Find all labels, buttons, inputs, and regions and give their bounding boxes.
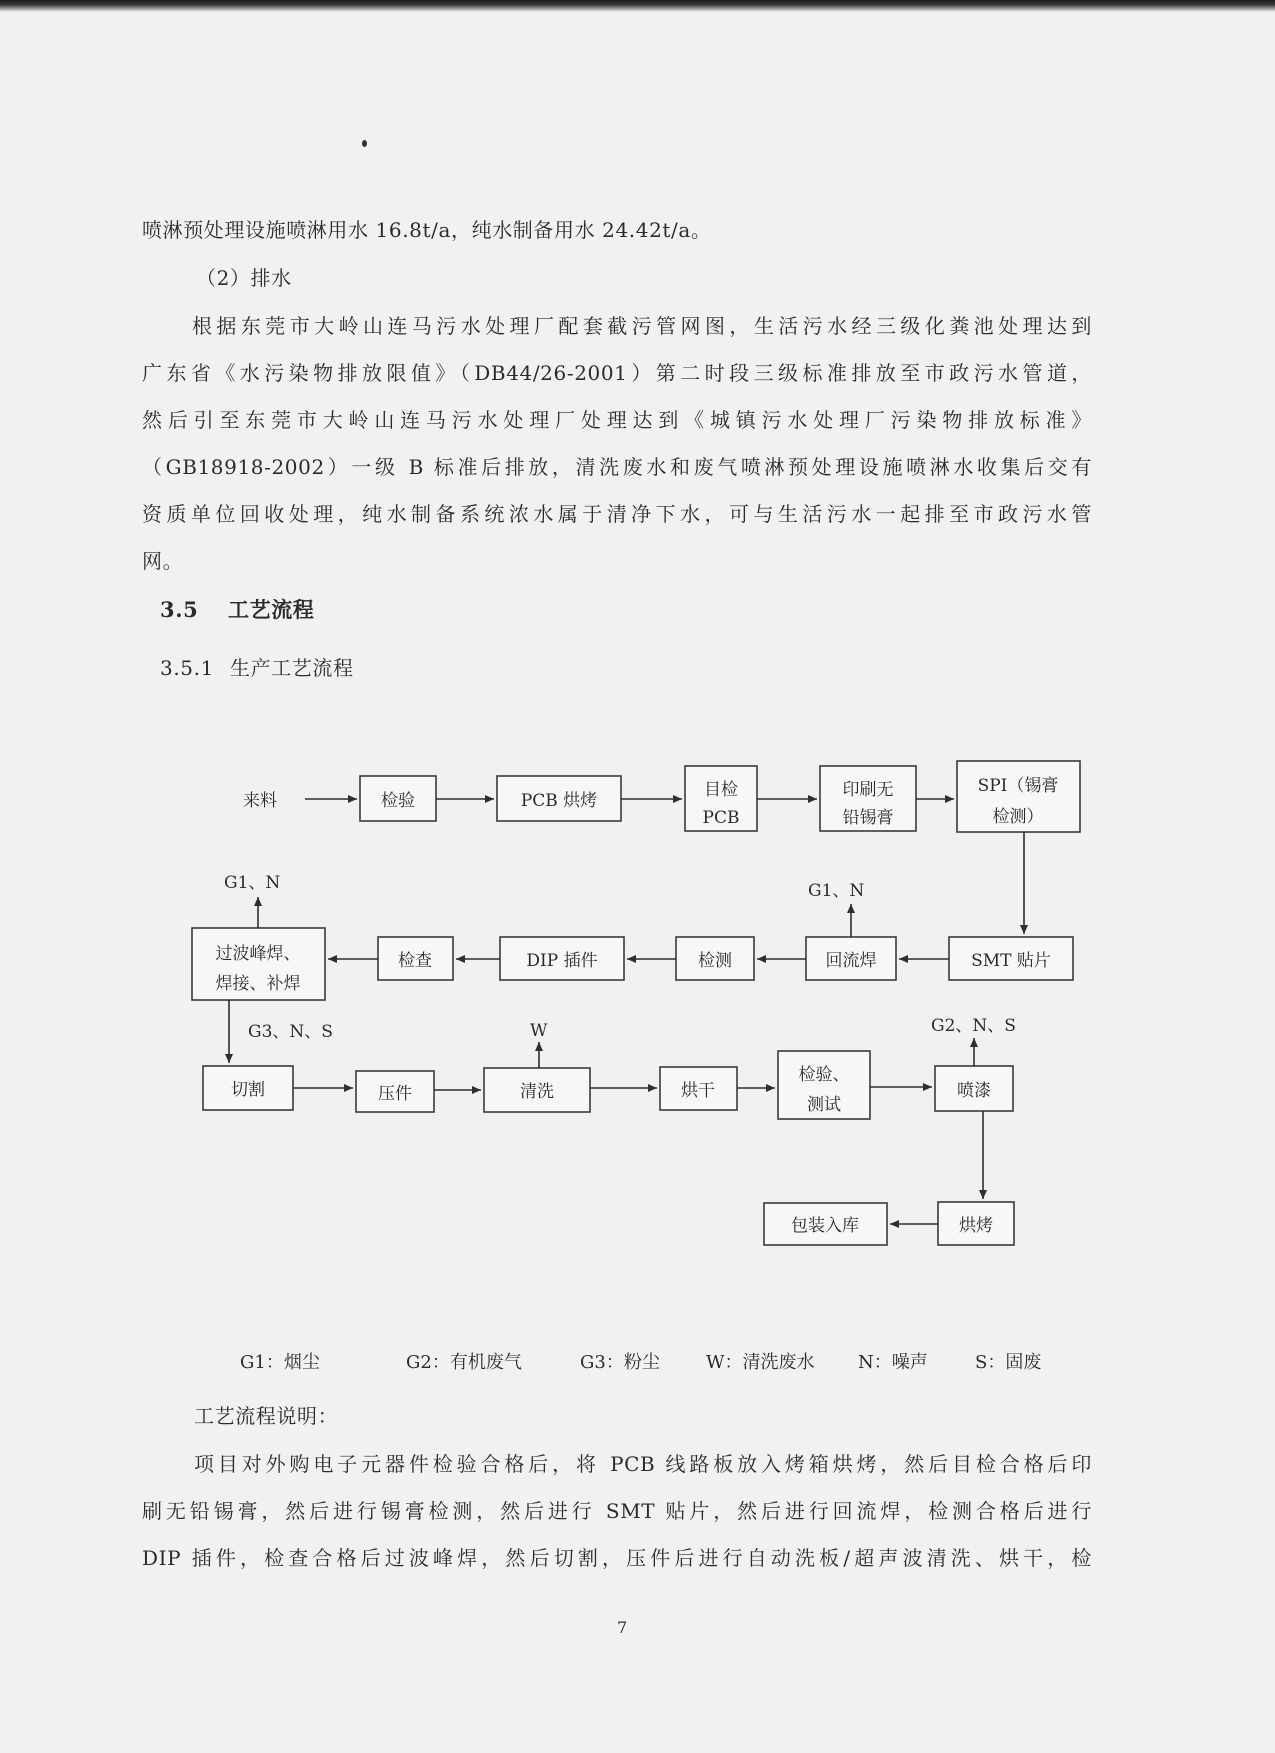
legend-item: S：固废 <box>975 1352 1042 1373</box>
step-baking <box>938 1202 1014 1245</box>
legend-item: G2：有机废气 <box>406 1352 522 1373</box>
drainage-line: 广东省《水污染物排放限值》（DB44/26-2001）第二时段三级标准排放至市政污水管道， <box>142 361 1092 385</box>
svg-text:铅锡膏: 铅锡膏 <box>842 808 894 828</box>
step-pressing <box>356 1071 434 1112</box>
process-description-line: DIP 插件，检查合格后过波峰焊，然后切割，压件后进行自动洗板/超声波清洗、烘干，检 <box>142 1546 1092 1570</box>
step-inspection-testing <box>778 1051 870 1119</box>
step-packing-storage <box>764 1203 887 1245</box>
svg-text:印刷无: 印刷无 <box>842 780 894 800</box>
svg-text:PCB: PCB <box>702 808 740 828</box>
svg-text:烘干: 烘干 <box>681 1081 715 1101</box>
drainage-line: 网。 <box>142 549 184 573</box>
svg-text:检查: 检查 <box>398 951 432 971</box>
step-washing <box>484 1068 590 1112</box>
svg-text:检验、: 检验、 <box>798 1065 850 1085</box>
legend-item: W：清洗废水 <box>706 1352 815 1373</box>
svg-text:DIP 插件: DIP 插件 <box>526 951 598 971</box>
svg-text:切割: 切割 <box>231 1080 265 1100</box>
step-testing <box>676 937 754 980</box>
subsection-number: 3.5.1 <box>160 656 214 680</box>
drainage-line: 资质单位回收处理，纯水制备系统浓水属于清净下水，可与生活污水一起排至市政污水管 <box>142 502 1092 526</box>
svg-text:SMT 贴片: SMT 贴片 <box>971 951 1051 971</box>
legend-item: G1：烟尘 <box>240 1352 320 1373</box>
svg-text:烘烤: 烘烤 <box>959 1216 993 1236</box>
svg-text:检测: 检测 <box>698 951 732 971</box>
step-print-lead-free-solder <box>820 766 916 831</box>
step-dip-insertion <box>500 937 624 980</box>
svg-text:清洗: 清洗 <box>520 1082 554 1102</box>
cutting-emission-label: G3、N、S <box>248 1022 333 1042</box>
svg-text:包装入库: 包装入库 <box>791 1216 859 1236</box>
incoming-material-label: 来料 <box>243 791 277 811</box>
drainage-line: （GB18918-2002）一级 B 标准后排放，清洗废水和废气喷淋预处理设施喷淋水收集后交有 <box>142 455 1092 479</box>
drainage-line: 然后引至东莞市大岭山连马污水处理厂处理达到《城镇污水处理厂污染物排放标准》 <box>142 408 1092 432</box>
process-description-line: 项目对外购电子元器件检验合格后，将 PCB 线路板放入烤箱烘烤，然后目检合格后印 <box>194 1452 1092 1476</box>
svg-text:过波峰焊、: 过波峰焊、 <box>215 944 301 964</box>
svg-text:喷漆: 喷漆 <box>957 1081 991 1101</box>
svg-text:PCB 烘烤: PCB 烘烤 <box>520 791 598 811</box>
drainage-line: 根据东莞市大岭山连马污水处理厂配套截污管网图，生活污水经三级化粪池处理达到 <box>192 314 1092 338</box>
step-check <box>378 937 453 980</box>
reflow-emission-label: G1、N <box>808 881 865 901</box>
svg-text:测试: 测试 <box>807 1095 841 1115</box>
step-spi-solder-inspection <box>957 761 1080 832</box>
wave-emission-label: G1、N <box>224 873 281 893</box>
process-description-line: 刷无铅锡膏，然后进行锡膏检测，然后进行 SMT 贴片，然后进行回流焊，检测合格后进行 <box>142 1499 1092 1523</box>
spray-emission-label: G2、N、S <box>931 1016 1016 1036</box>
step-wave-soldering <box>192 928 325 1000</box>
step-inspection <box>360 776 436 821</box>
step-spray-painting <box>935 1066 1013 1111</box>
step-drying <box>660 1067 737 1110</box>
step-cutting <box>203 1066 293 1110</box>
subsection-title: 生产工艺流程 <box>230 656 354 680</box>
svg-text:SPI（锡膏: SPI（锡膏 <box>977 776 1059 796</box>
svg-text:检测）: 检测） <box>992 807 1044 827</box>
legend-item: G3：粉尘 <box>580 1352 660 1373</box>
section-title: 工艺流程 <box>228 597 315 622</box>
step-visual-check-pcb <box>685 766 757 831</box>
svg-text:压件: 压件 <box>378 1084 412 1104</box>
svg-text:回流焊: 回流焊 <box>825 951 877 971</box>
step-smt-placement <box>949 937 1073 980</box>
process-description-heading: 工艺流程说明： <box>194 1404 339 1428</box>
svg-text:目检: 目检 <box>704 780 738 800</box>
step-reflow-soldering <box>806 937 896 980</box>
svg-text:检验: 检验 <box>381 791 415 811</box>
legend-item: N：噪声 <box>858 1352 928 1373</box>
drainage-heading: （2）排水 <box>196 266 292 290</box>
step-pcb-baking <box>497 776 621 821</box>
section-number: 3.5 <box>160 597 199 622</box>
svg-text:焊接、补焊: 焊接、补焊 <box>215 974 301 994</box>
water-use-line: 喷淋预处理设施喷淋用水 16.8t/a，纯水制备用水 24.42t/a。 <box>142 218 712 242</box>
page-number: 7 <box>617 1618 628 1637</box>
washing-emission-label: W <box>530 1021 548 1041</box>
